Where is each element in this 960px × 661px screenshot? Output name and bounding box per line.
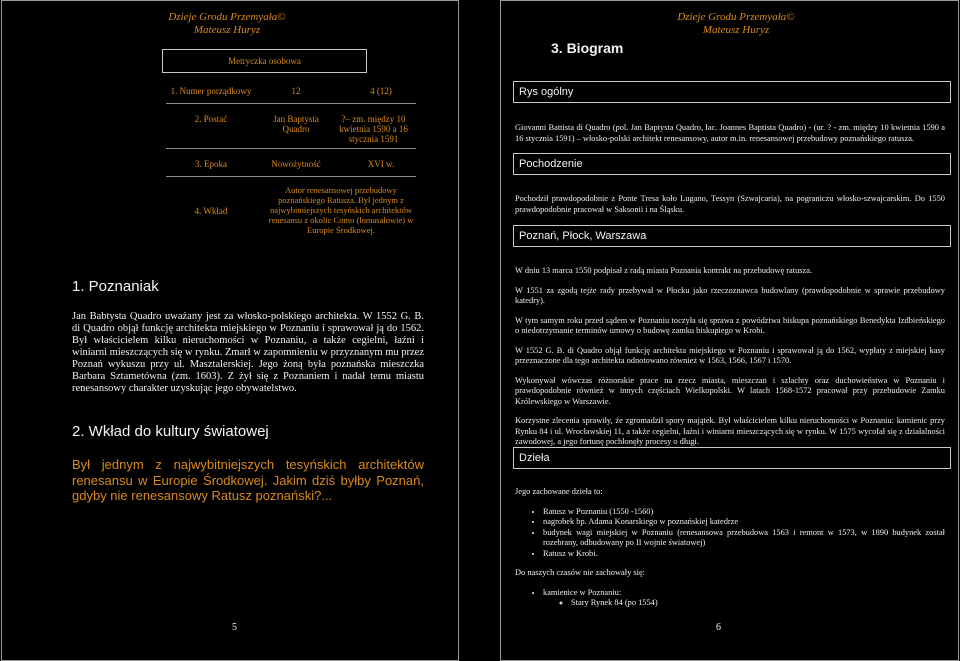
dziela-intro: Jego zachowane dzieła to: xyxy=(515,487,603,496)
pochodzenie-heading: Pochodzenie xyxy=(519,158,583,170)
right-page xyxy=(500,0,959,661)
dziela-content xyxy=(515,487,945,609)
row4-label: 4. Wkład xyxy=(194,206,228,216)
dziela-item: • budynek wagi miejskiej w Poznaniu (renesansowa przebudowa 1563 i remont w 1573, w 1890 budynek został rozebrany, odbudowany po II wojnie światowej) xyxy=(543,528,945,549)
row2-dates: ?– zm. między 10 kwietnia 1590 a 16 stycznia 1591 xyxy=(339,114,408,144)
pochodzenie-text: Pochodził prawdopodobnie z Ponte Tresa koło Lugano, Tessyn (Szwajcaria), na pograniczu włosko-szwajcarskim. Do 1550 prawdopodobnie pracował w Saksonii i na Śląsku. xyxy=(515,194,945,214)
rys-ogolny-box xyxy=(513,81,951,103)
metryczka-title-box xyxy=(162,49,367,73)
rys-ogolny-text: Giovanni Battista di Quadro (pol. Jan Baptysta Quadro, łac. Joannes Baptista Quadro) - (ur. ? - zm. między 10 kwietnia 1590 a 16 stycznia 1591) – włosko-polski architekt renesansowy, autor m.in. renesansowej przebudowy poznańskiego ratusza. xyxy=(515,123,945,143)
row-divider xyxy=(166,148,416,149)
chapter-title: 3. Biogram xyxy=(551,40,624,56)
right-header-title: Dzieje Grodu Przemyała© xyxy=(677,11,795,23)
left-header-author: Mateusz Huryz xyxy=(193,24,261,36)
left-page xyxy=(1,0,459,661)
miasta-paragraph: W 1552 G. B. di Quadro objął funkcję architekta miejskiego w Poznaniu i sprawował ją do 1562, wypłaty z miejskiej kasy przeznaczone dla tego architekta odnotowano również w 1563, 1566, 1567 i 1570. xyxy=(515,345,945,365)
miasta-paragraph: W tym samym roku przed sądem w Poznaniu toczyła się sprawa z powództwa biskupa poznańskiego Benedykta Izdbieńskiego o niedotrzymanie terminów umowy o budowę zamku biskupiego w Krobi. xyxy=(515,315,945,335)
pochodzenie-box xyxy=(513,153,951,175)
dziela-lost-subitem: ◦ Stary Rynek 84 (po 1554) xyxy=(571,598,945,609)
rys-ogolny-heading: Rys ogólny xyxy=(519,86,574,98)
section2-heading: 2. Wkład do kultury światowej xyxy=(72,423,269,440)
dziela-box xyxy=(513,447,951,469)
left-header-title: Dzieje Grodu Przemyała© xyxy=(168,11,286,23)
row2-label: 2. Postać xyxy=(194,114,228,124)
miasta-paragraph: Wykonywał wówczas różnorakie prace na rzecz miasta, mieszczan i szlachty oraz duchowieństwa w Poznaniu i prawdopodobnie również w innych częściach Wielkopolski. W latach 1568-1572 pracował przy przebudowie Zamku Królewskiego w Warszawie. xyxy=(515,375,945,406)
left-header xyxy=(152,11,302,37)
dziela-lost-sublist xyxy=(543,598,945,609)
row-divider xyxy=(166,103,416,104)
miasta-paragraph: Korzystne zlecenia sprawiły, że zgromadził spory majątek. Był właścicielem kilku nieruchomości w Poznaniu: kamienic przy Rynku 84 i ul. Wrocławskiej 11, a także cegielni, łaźni i winiarni mieszczących się w rynku. W 1575 wycofał się z działalności zawodowej, a jego fortunę pochłonęły procesy o długi. xyxy=(515,416,945,446)
row3-value2: XVI w. xyxy=(367,159,395,169)
row4-text: Autor renesansowej przebudowy poznańskiego Ratusza. Był jednym z najwybitniejszych tesyńskich architektów renesansu z okolic Como (lomasałowie) w Europie Środkowej. xyxy=(268,185,414,235)
miasta-heading: Poznań, Płock, Warszawa xyxy=(519,230,647,242)
right-page-number: 6 xyxy=(716,622,721,633)
section1-text: Jan Babtysta Quadro uważany jest za włosko-polskiego architekta. W 1552 G. B. di Quadro objął funkcję architekta miejskiego w Poznaniu i sprawował ją do 1562. Był właścicielem kilku nieruchomości w Poznaniu, a także cegielni, łaźni i winiarni mieszczących się w rynku. Zmarł w zapomnieniu w przyznanym mu przez Poznań wykuszu przy ul. Masztalerskiej. Jego żoną była poznańska mieszczka Barbara Sztametówna (zm. 1603). Z żył się z Poznaniem i nadał temu miastu renesansowy charakter uzyskując jego obywatelstwo. xyxy=(72,311,424,394)
metryczka-table xyxy=(166,81,416,251)
row3-label: 3. Epoka xyxy=(195,159,227,169)
row1-value1: 12 xyxy=(291,86,301,96)
dziela-item: • nagrobek bp. Adama Konarskiego w poznańskiej katedrze xyxy=(543,517,945,528)
dziela-item: • Ratusz w Krobi. xyxy=(543,549,945,560)
row2-name: Jan Baptysta Quadro xyxy=(273,114,319,134)
row3-value1: Nowożytność xyxy=(271,159,321,169)
dziela-item: • Ratusz w Poznaniu (1550 -1560) xyxy=(543,507,945,518)
row-divider xyxy=(166,176,416,177)
dziela-heading: Dzieła xyxy=(519,452,550,464)
right-header xyxy=(661,11,811,37)
metryczka-title: Metryczka osobowa xyxy=(228,56,301,66)
left-page-number: 5 xyxy=(232,622,237,633)
section1-heading: 1. Poznaniak xyxy=(72,278,159,295)
miasta-paragraph: W dniu 13 marca 1550 podpisał z radą miasta Poznania kontrakt na przebudowę ratusza. xyxy=(515,266,813,275)
section2-text: Był jednym z najwybitniejszych tesyńskich architektów renesansu w Europie Środkowej. Jakim dziś byłby Poznań, gdyby nie renesansowy Ratusz poznański?... xyxy=(72,457,424,503)
row1-value2: 4 (12) xyxy=(370,86,392,96)
miasta-text xyxy=(515,266,945,448)
dziela-lost-list xyxy=(515,588,945,609)
dziela-lost-item-label: kamienice w Poznaniu: xyxy=(543,587,622,597)
miasta-paragraph: W 1551 za zgodą tejże rady przebywał w Płocku jako rzeczoznawca budowlany (prawdopodobnie w sprawie przebudowy katedry). xyxy=(515,285,945,305)
dziela-list xyxy=(515,507,945,560)
dziela-lost-intro: Do naszych czasów nie zachowały się: xyxy=(515,568,645,577)
row1-label: 1. Numer porządkowy xyxy=(170,86,252,96)
right-header-author: Mateusz Huryz xyxy=(702,24,770,36)
dziela-lost-item xyxy=(543,588,945,609)
miasta-box xyxy=(513,225,951,247)
